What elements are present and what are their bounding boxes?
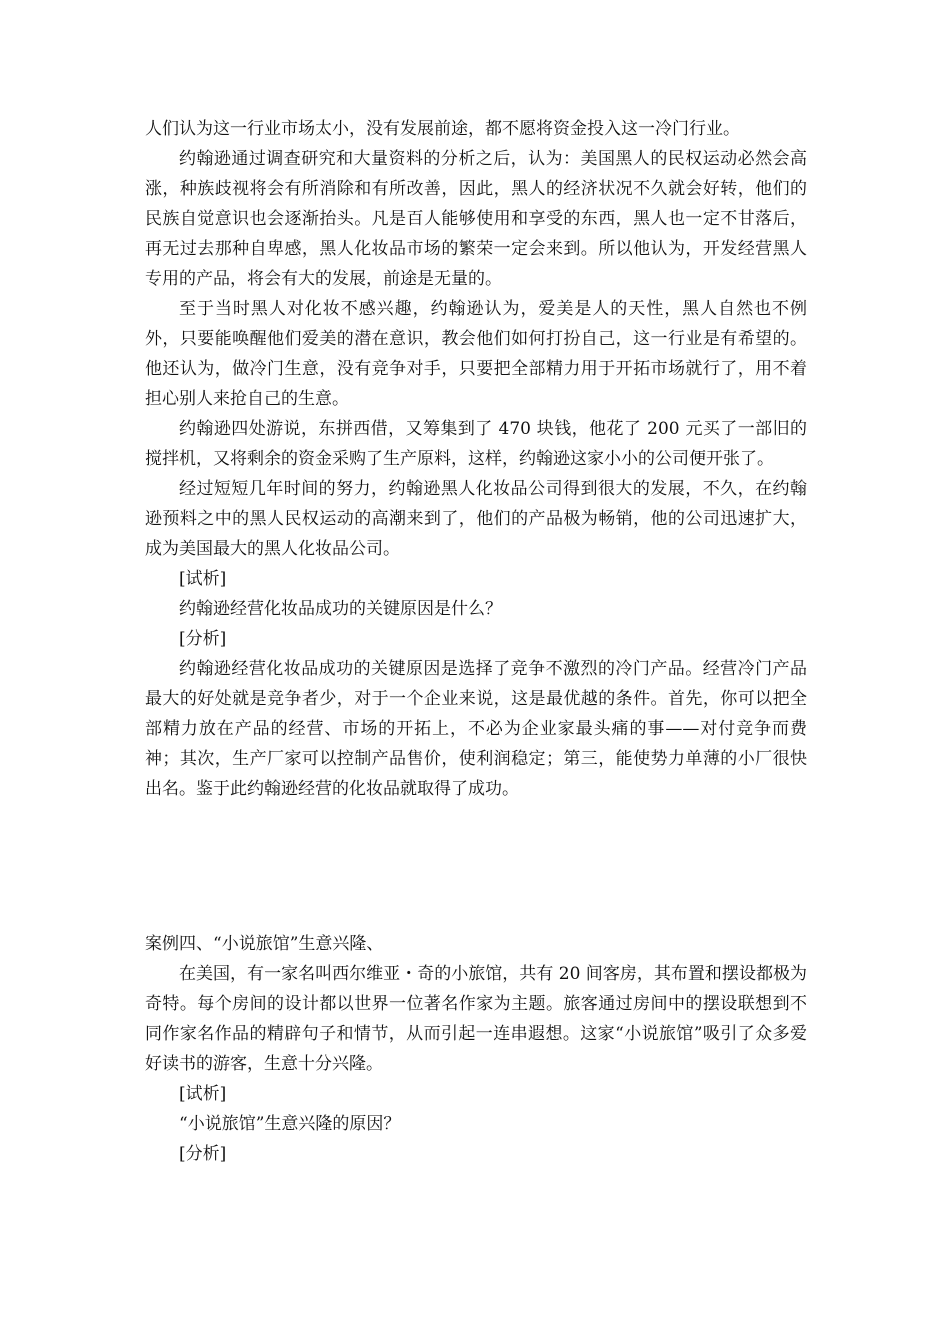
label-analysis: [分析]	[179, 629, 227, 649]
document-page	[145, 114, 807, 1169]
paragraph-johnson-analysis: 约翰逊通过调查研究和大量资料的分析之后，认为：美国黑人的民权运动必然会高涨，种族歧视将会有所消除和有所改善，因此，黑人的经济状况不久就会好转，他们的民族自觉意识也会逐渐抬头。凡是百人能够使用和享受的东西，黑人也一定不甘落后，再无过去那种自卑感，黑人化妆品市场的繁荣一定会来到。所以他认为，开发经营黑人专用的产品，将会有大的发展，前途是无量的。	[145, 149, 807, 289]
case-question-2: “小说旅馆”生意兴隆的原因？	[179, 1114, 401, 1134]
paragraph-novel-hotel: 在美国，有一家名叫西尔维亚・奇的小旅馆，共有 20 间客房，其布置和摆设都极为奇特。每个房间的设计都以世界一位著名作家为主题。旅客通过房间中的摆设联想到不同作家名作品的精辟句子和情节，从而引起一连串遐想。这家“小说旅馆”吸引了众多爱好读书的游客，生意十分兴隆。	[145, 964, 807, 1074]
section-spacer	[145, 804, 807, 929]
case-heading: 案例四、“小说旅馆”生意兴隆、	[145, 934, 384, 954]
label-analysis-2: [分析]	[179, 1144, 227, 1164]
paragraph-continued: 人们认为这一行业市场太小，没有发展前途，都不愿将资金投入这一冷门行业。	[145, 119, 740, 139]
paragraph-beauty-nature: 至于当时黑人对化妆不感兴趣，约翰逊认为，爱美是人的天性，黑人自然也不例外，只要能唤醒他们爱美的潜在意识，教会他们如何打扮自己，这一行业是有希望的。他还认为，做冷门生意，没有竞争对手，只要把全部精力用于开拓市场就行了，用不着担心别人来抢自己的生意。	[145, 299, 807, 409]
case-answer: 约翰逊经营化妆品成功的关键原因是选择了竞争不激烈的冷门产品。经营冷门产品最大的好处就是竞争者少，对于一个企业来说，这是最优越的条件。首先，你可以把全部精力放在产品的经营、市场的开拓上，不必为企业家最头痛的事——对付竞争而费神；其次，生产厂家可以控制产品售价，使利润稳定；第三，能使势力单薄的小厂很快出名。鉴于此约翰逊经营的化妆品就取得了成功。	[145, 659, 807, 799]
case-question: 约翰逊经营化妆品成功的关键原因是什么？	[179, 599, 502, 619]
paragraph-company-growth: 经过短短几年时间的努力，约翰逊黑人化妆品公司得到很大的发展，不久，在约翰逊预料之中的黑人民权运动的高潮来到了，他们的产品极为畅销，他的公司迅速扩大，成为美国最大的黑人化妆品公司。	[145, 479, 807, 559]
label-trial-analysis: [试析]	[179, 569, 227, 589]
paragraph-startup-funds: 约翰逊四处游说，东拼西借，又筹集到了 470 块钱，他花了 200 元买了一部旧的搅拌机，又将剩余的资金采购了生产原料，这样，约翰逊这家小小的公司便开张了。	[145, 419, 807, 469]
label-trial-analysis-2: [试析]	[179, 1084, 227, 1104]
